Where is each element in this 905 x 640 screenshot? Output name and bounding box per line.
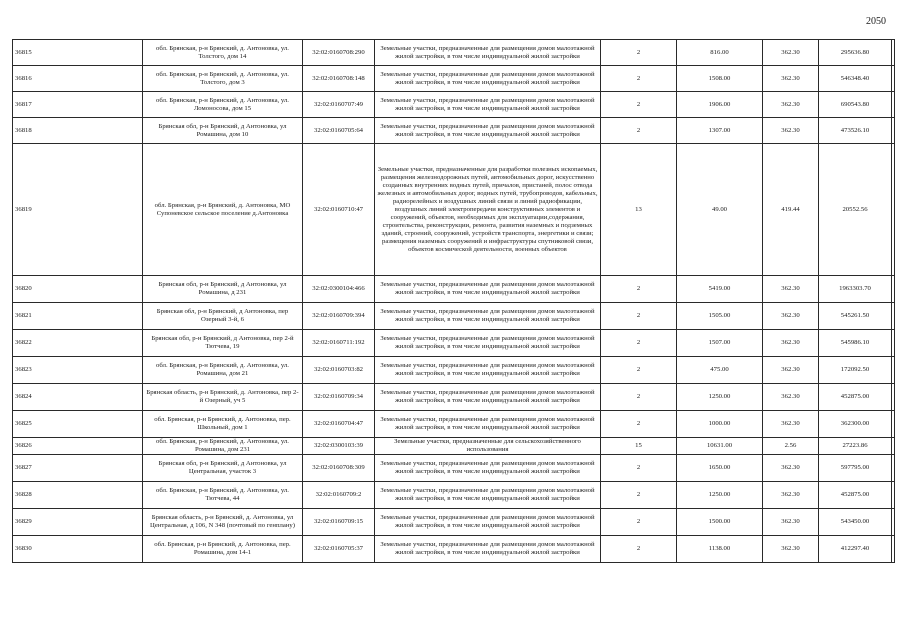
land-use-cell: Земельные участки, предназначенные для размещения домов малоэтажной жилой застройки, в том числе индивидуальной жилой застройки: [375, 411, 601, 438]
row-number-cell: 36815: [13, 40, 143, 66]
category-code-cell: 2: [601, 330, 677, 357]
table-row: [13, 144, 895, 276]
table-row: [13, 509, 895, 536]
table-row: [13, 330, 895, 357]
row-number-cell: 36822: [13, 330, 143, 357]
row-number-cell: 36827: [13, 455, 143, 482]
area-cell: 5419.00: [677, 276, 763, 303]
address-cell: обл. Брянская, р-н Брянский, д. Антоновка, ул. Ромашина, дом 231: [143, 438, 303, 455]
empty-cell: [892, 330, 895, 357]
row-number-cell: 36819: [13, 144, 143, 276]
table-body: [13, 40, 895, 563]
area-cell: 1250.00: [677, 482, 763, 509]
cadastral-number-cell: 32:02:0300103:39: [303, 438, 375, 455]
cadastral-number-cell: 32:02:0160711:192: [303, 330, 375, 357]
cadastral-number-cell: 32:02:0160709:15: [303, 509, 375, 536]
cadastral-number-cell: 32:02:0160708:148: [303, 66, 375, 92]
specific-value-cell: 362.30: [763, 536, 819, 563]
empty-cell: [892, 438, 895, 455]
specific-value-cell: 362.30: [763, 330, 819, 357]
cadastral-value-cell: 172092.50: [819, 357, 892, 384]
specific-value-cell: 362.30: [763, 303, 819, 330]
empty-cell: [892, 455, 895, 482]
empty-cell: [892, 40, 895, 66]
specific-value-cell: 362.30: [763, 276, 819, 303]
cadastral-value-cell: 295636.80: [819, 40, 892, 66]
row-number-cell: 36824: [13, 384, 143, 411]
address-cell: обл. Брянская, р-н Брянский, д. Антоновка, ул. Тютчева, 44: [143, 482, 303, 509]
area-cell: 816.00: [677, 40, 763, 66]
address-cell: обл. Брянская, р-н Брянский, д. Антоновка, МО Супоневское сельское поселение д.Антоновка: [143, 144, 303, 276]
land-use-cell: Земельные участки, предназначенные для размещения домов малоэтажной жилой застройки, в том числе индивидуальной жилой застройки: [375, 92, 601, 118]
table-row: [13, 118, 895, 144]
area-cell: 1138.00: [677, 536, 763, 563]
empty-cell: [892, 536, 895, 563]
cadastral-value-cell: 545986.10: [819, 330, 892, 357]
cadastral-number-cell: 32:02:0300104:466: [303, 276, 375, 303]
cadastral-value-cell: 362300.00: [819, 411, 892, 438]
area-cell: 1250.00: [677, 384, 763, 411]
address-cell: Брянская обл, р-н Брянский, д Антоновка, пер Озерный 3-й, 6: [143, 303, 303, 330]
cadastral-value-cell: 452875.00: [819, 384, 892, 411]
category-code-cell: 2: [601, 536, 677, 563]
address-cell: Брянская область, р-н Брянский, д. Антоновка, ул Центральная, д 106, N 348 (почтовый по генплану): [143, 509, 303, 536]
cadastral-number-cell: 32:02:0160710:47: [303, 144, 375, 276]
cadastral-number-cell: 32:02:0160707:49: [303, 92, 375, 118]
address-cell: Брянская обл, р-н Брянский, д Антоновка, ул Центральная, участок 3: [143, 455, 303, 482]
empty-cell: [892, 144, 895, 276]
land-use-cell: Земельные участки, предназначенные для размещения домов малоэтажной жилой застройки, в том числе индивидуальной жилой застройки: [375, 66, 601, 92]
specific-value-cell: 419.44: [763, 144, 819, 276]
cadastral-value-cell: 20552.56: [819, 144, 892, 276]
land-use-cell: Земельные участки, предназначенные для размещения домов малоэтажной жилой застройки, в том числе индивидуальной жилой застройки: [375, 536, 601, 563]
row-number-cell: 36825: [13, 411, 143, 438]
area-cell: 1500.00: [677, 509, 763, 536]
cadastral-value-cell: 412297.40: [819, 536, 892, 563]
table-row: [13, 92, 895, 118]
cadastral-number-cell: 32:02:0160705:64: [303, 118, 375, 144]
cadastral-value-cell: 690543.80: [819, 92, 892, 118]
address-cell: Брянская обл, р-н Брянский, д Антоновка, ул Ромашина, д 231: [143, 276, 303, 303]
category-code-cell: 2: [601, 92, 677, 118]
table-row: [13, 384, 895, 411]
specific-value-cell: 2.56: [763, 438, 819, 455]
category-code-cell: 2: [601, 482, 677, 509]
category-code-cell: 2: [601, 411, 677, 438]
table-row: [13, 536, 895, 563]
cadastral-value-cell: 452875.00: [819, 482, 892, 509]
cadastral-number-cell: 32:02:0160705:37: [303, 536, 375, 563]
cadastral-number-cell: 32:02:0160708:290: [303, 40, 375, 66]
specific-value-cell: 362.30: [763, 40, 819, 66]
empty-cell: [892, 303, 895, 330]
address-cell: обл. Брянская, р-н Брянский, д. Антоновка, ул. Ромашина, дом 21: [143, 357, 303, 384]
address-cell: обл. Брянская, р-н Брянский, д. Антоновка, пер. Ромашина, дом 14-1: [143, 536, 303, 563]
cadastral-number-cell: 32:02:0160709:34: [303, 384, 375, 411]
land-use-cell: Земельные участки, предназначенные для размещения домов малоэтажной жилой застройки, в том числе индивидуальной жилой застройки: [375, 330, 601, 357]
table-row: [13, 66, 895, 92]
empty-cell: [892, 118, 895, 144]
table-row: [13, 276, 895, 303]
address-cell: Брянская область, р-н Брянский, д. Антоновка, пер 2-й Озерный, уч 5: [143, 384, 303, 411]
category-code-cell: 15: [601, 438, 677, 455]
table-row: [13, 303, 895, 330]
specific-value-cell: 362.30: [763, 455, 819, 482]
category-code-cell: 2: [601, 303, 677, 330]
specific-value-cell: 362.30: [763, 482, 819, 509]
row-number-cell: 36828: [13, 482, 143, 509]
land-use-cell: Земельные участки, предназначенные для разработки полезных ископаемых, размещения железнодорожных путей, автомобильных дорог, искусственно созданных внутренних водных путей, причалов, пристаней, полос отвода железных и автомобильных дорог, водных путей, трубопроводов, кабельных, радиорелейных и воздушных линий связи и линий радиофикации, воздушных линий электропередачи конструктивных элементов и сооружений, объектов, необходимых для эксплуатации,содержания, строительства, реконструкции, ремонта, развития наземных и подземных зданий, строений, сооружений, устройств транспорта, энергетики и связи; размещения наземных сооружений и инфраструктуры спутниковой связи, объектов космической деятельности, военных объектов: [375, 144, 601, 276]
address-cell: Брянская обл, р-н Брянский, д Антоновка, ул Ромашина, дом 10: [143, 118, 303, 144]
row-number-cell: 36830: [13, 536, 143, 563]
land-use-cell: Земельные участки, предназначенные для размещения домов малоэтажной жилой застройки, в том числе индивидуальной жилой застройки: [375, 276, 601, 303]
empty-cell: [892, 276, 895, 303]
address-cell: обл. Брянская, р-н Брянский, д. Антоновка, ул. Толстого, дом 3: [143, 66, 303, 92]
table-row: [13, 411, 895, 438]
category-code-cell: 2: [601, 455, 677, 482]
table-row: [13, 357, 895, 384]
cadastral-number-cell: 32:02:0160709:394: [303, 303, 375, 330]
specific-value-cell: 362.30: [763, 357, 819, 384]
category-code-cell: 2: [601, 66, 677, 92]
table-row: [13, 455, 895, 482]
empty-cell: [892, 509, 895, 536]
address-cell: Брянская обл, р-н Брянский, д Антоновка, пер 2-й Тютчева, 19: [143, 330, 303, 357]
address-cell: обл. Брянская, р-н Брянский, д. Антоновка, ул. Ломоносова, дом 15: [143, 92, 303, 118]
area-cell: 1307.00: [677, 118, 763, 144]
land-use-cell: Земельные участки, предназначенные для размещения домов малоэтажной жилой застройки, в том числе индивидуальной жилой застройки: [375, 357, 601, 384]
cadastral-value-cell: 546348.40: [819, 66, 892, 92]
category-code-cell: 2: [601, 384, 677, 411]
category-code-cell: 2: [601, 276, 677, 303]
area-cell: 1507.00: [677, 330, 763, 357]
address-cell: обл. Брянская, р-н Брянский, д. Антоновка, пер. Школьный, дом 1: [143, 411, 303, 438]
cadastral-value-table: [12, 39, 895, 563]
specific-value-cell: 362.30: [763, 92, 819, 118]
category-code-cell: 2: [601, 40, 677, 66]
cadastral-value-cell: 545261.50: [819, 303, 892, 330]
table-row: [13, 482, 895, 509]
row-number-cell: 36816: [13, 66, 143, 92]
land-use-cell: Земельные участки, предназначенные для размещения домов малоэтажной жилой застройки, в том числе индивидуальной жилой застройки: [375, 118, 601, 144]
land-use-cell: Земельные участки, предназначенные для размещения домов малоэтажной жилой застройки, в том числе индивидуальной жилой застройки: [375, 455, 601, 482]
area-cell: 1906.00: [677, 92, 763, 118]
specific-value-cell: 362.30: [763, 411, 819, 438]
area-cell: 1508.00: [677, 66, 763, 92]
category-code-cell: 2: [601, 357, 677, 384]
land-use-cell: Земельные участки, предназначенные для размещения домов малоэтажной жилой застройки, в том числе индивидуальной жилой застройки: [375, 303, 601, 330]
specific-value-cell: 362.30: [763, 118, 819, 144]
empty-cell: [892, 66, 895, 92]
row-number-cell: 36817: [13, 92, 143, 118]
category-code-cell: 13: [601, 144, 677, 276]
category-code-cell: 2: [601, 509, 677, 536]
land-use-cell: Земельные участки, предназначенные для размещения домов малоэтажной жилой застройки, в том числе индивидуальной жилой застройки: [375, 509, 601, 536]
cadastral-number-cell: 32:02:0160703:82: [303, 357, 375, 384]
specific-value-cell: 362.30: [763, 384, 819, 411]
table-row: [13, 438, 895, 455]
address-cell: обл. Брянская, р-н Брянский, д. Антоновка, ул. Толстого, дом 14: [143, 40, 303, 66]
land-use-cell: Земельные участки, предназначенные для сельскохозяйственного использования: [375, 438, 601, 455]
specific-value-cell: 362.30: [763, 66, 819, 92]
empty-cell: [892, 482, 895, 509]
empty-cell: [892, 411, 895, 438]
row-number-cell: 36818: [13, 118, 143, 144]
category-code-cell: 2: [601, 118, 677, 144]
page-number: 2050: [866, 16, 886, 27]
row-number-cell: 36823: [13, 357, 143, 384]
cadastral-value-cell: 473526.10: [819, 118, 892, 144]
empty-cell: [892, 92, 895, 118]
land-use-cell: Земельные участки, предназначенные для размещения домов малоэтажной жилой застройки, в том числе индивидуальной жилой застройки: [375, 384, 601, 411]
cadastral-number-cell: 32:02:0160709:2: [303, 482, 375, 509]
cadastral-value-cell: 597795.00: [819, 455, 892, 482]
area-cell: 10631.00: [677, 438, 763, 455]
row-number-cell: 36821: [13, 303, 143, 330]
empty-cell: [892, 357, 895, 384]
cadastral-value-cell: 1963303.70: [819, 276, 892, 303]
empty-cell: [892, 384, 895, 411]
cadastral-number-cell: 32:02:0160708:309: [303, 455, 375, 482]
cadastral-value-cell: 543450.00: [819, 509, 892, 536]
cadastral-value-cell: 27223.86: [819, 438, 892, 455]
area-cell: 1000.00: [677, 411, 763, 438]
area-cell: 475.00: [677, 357, 763, 384]
table-row: [13, 40, 895, 66]
row-number-cell: 36829: [13, 509, 143, 536]
specific-value-cell: 362.30: [763, 509, 819, 536]
cadastral-number-cell: 32:02:0160704:47: [303, 411, 375, 438]
area-cell: 1650.00: [677, 455, 763, 482]
row-number-cell: 36820: [13, 276, 143, 303]
row-number-cell: 36826: [13, 438, 143, 455]
land-use-cell: Земельные участки, предназначенные для размещения домов малоэтажной жилой застройки, в том числе индивидуальной жилой застройки: [375, 40, 601, 66]
area-cell: 49.00: [677, 144, 763, 276]
area-cell: 1505.00: [677, 303, 763, 330]
land-use-cell: Земельные участки, предназначенные для размещения домов малоэтажной жилой застройки, в том числе индивидуальной жилой застройки: [375, 482, 601, 509]
